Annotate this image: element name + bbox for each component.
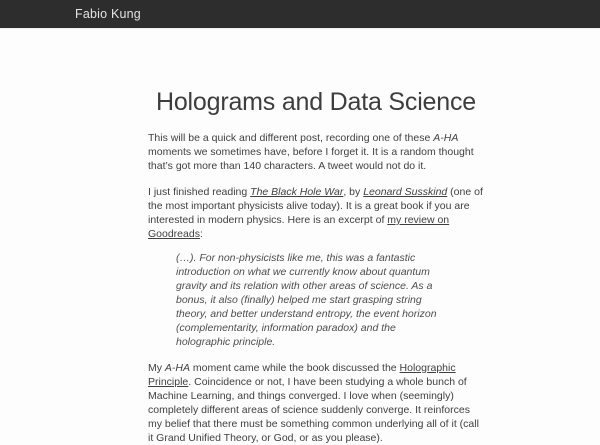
text-segment: My bbox=[148, 362, 165, 374]
post-title: Holograms and Data Science bbox=[156, 88, 476, 116]
post-body bbox=[148, 131, 484, 445]
text-segment: I just finished reading bbox=[148, 186, 251, 198]
post-paragraph bbox=[148, 361, 484, 445]
text-segment: This will be a quick and different post, recording one of these bbox=[148, 132, 434, 144]
text-segment: moments we sometimes have, before I forget it. It is a random thought that’s got more than 140 characters. A tweet would not do it. bbox=[148, 146, 474, 172]
text-segment: A-HA bbox=[433, 132, 459, 144]
text-segment: : bbox=[199, 228, 203, 240]
post-blockquote bbox=[176, 251, 446, 349]
inline-link[interactable]: The Black Hole War bbox=[250, 186, 344, 198]
inline-link[interactable]: Holographic Principle bbox=[148, 362, 456, 388]
text-segment: (…). For non-physicists like me, this was a fantastic introduction on what we currently know about quantum gravity and its relation with other areas of science. As a bonus, it also (finally) helped me start grasping string theory, and better understand entropy, the event horizon (complementarity, information paradox) and the holographic principle. bbox=[176, 252, 437, 348]
site-title-link[interactable]: Fabio Kung bbox=[75, 7, 141, 21]
text-segment: A-HA bbox=[164, 362, 191, 374]
post-paragraph bbox=[148, 131, 484, 173]
inline-link[interactable]: my review on Goodreads bbox=[148, 214, 450, 240]
post-paragraph bbox=[148, 185, 484, 241]
article bbox=[148, 28, 484, 445]
inline-link[interactable]: Leonard Susskind bbox=[363, 186, 448, 198]
site-header bbox=[0, 0, 600, 28]
text-segment: , by bbox=[343, 186, 364, 198]
text-segment: moment came while the book discussed the bbox=[190, 362, 400, 374]
text-segment: . Coincidence or not, I have been studying a whole bunch of Machine Learning, and things converged. I love when (seemingly) completely different areas of science suddenly converge. It reinforces my belief that there must be something common underlying all of it (call it Grand Unified Theory, or God, or as you please). bbox=[148, 376, 479, 444]
text-segment: (one of the most important physicists alive today). It is a great book if you are interested in modern physics. Here is an excerpt of bbox=[148, 186, 483, 226]
